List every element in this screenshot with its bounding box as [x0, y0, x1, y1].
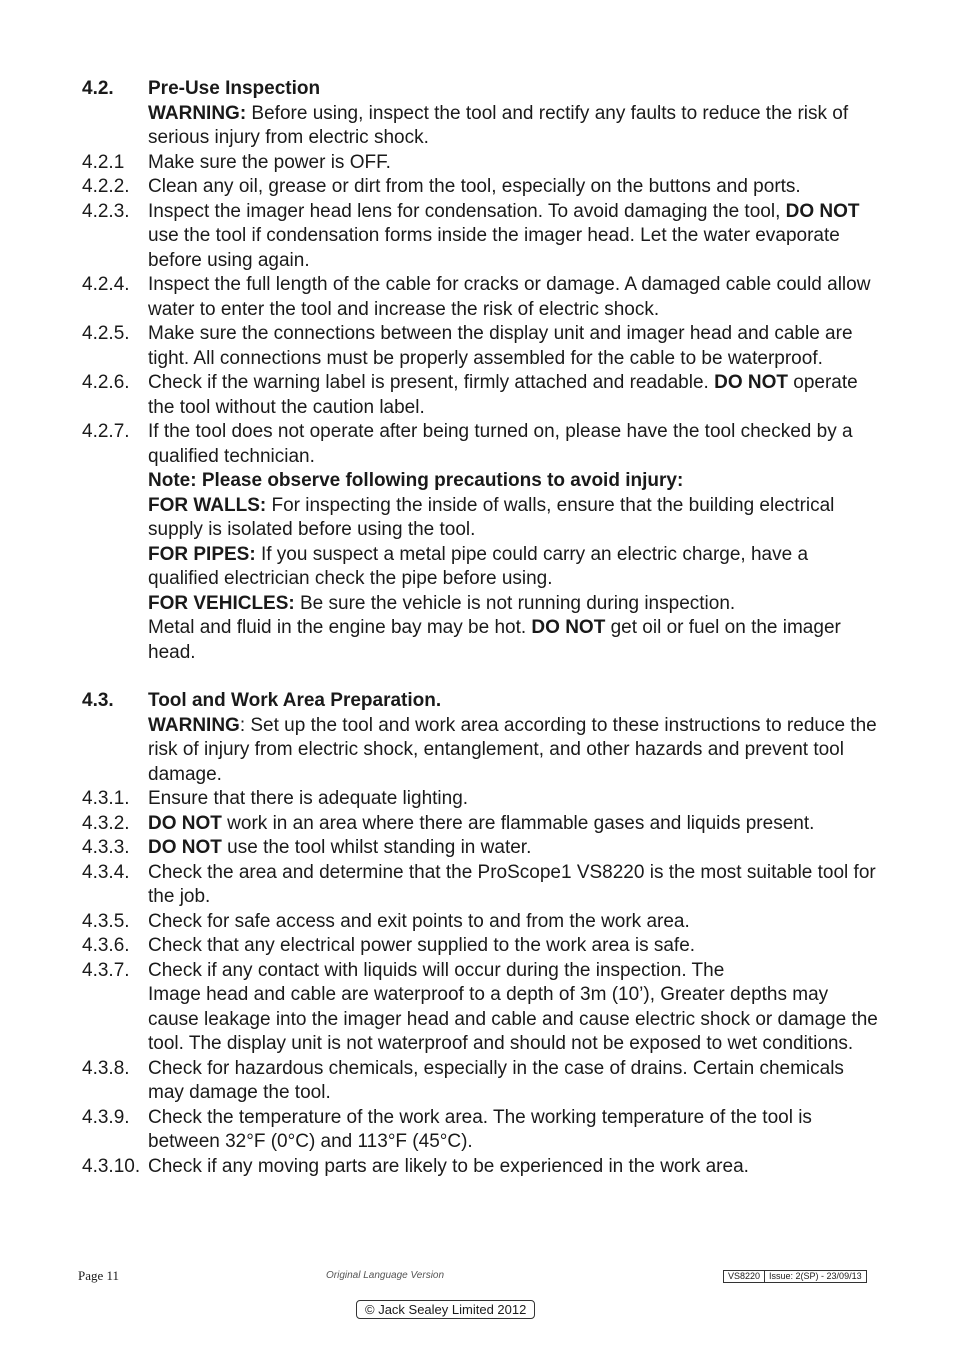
issue-box: [723, 1270, 867, 1283]
note: Note: Please observe following precautions to avoid injury:: [148, 470, 684, 491]
list-item: 4.3.3. DO NOT use the tool whilst standing in water.: [82, 837, 532, 858]
list-item: 4.3.4. Check the area and determine that the ProScope1 VS8220 is the most suitable tool for the job.: [82, 861, 876, 907]
page-number: Page 11: [78, 1268, 120, 1283]
spacer: [82, 665, 882, 689]
list-item: 4.2.2. Clean any oil, grease or dirt from the tool, especially on the buttons and ports.: [82, 176, 801, 197]
section-heading-4-3: 4.3. Tool and Work Area Preparation.: [82, 690, 442, 711]
list-item: 4.3.6. Check that any electrical power supplied to the work area is safe.: [82, 935, 696, 956]
list-item: 4.2.1 Make sure the power is OFF.: [82, 151, 391, 173]
model-number: VS8220: [728, 1271, 761, 1281]
section-heading-4-2: 4.2. Pre-Use Inspection: [82, 78, 321, 99]
precaution-engine-bay: Metal and fluid in the engine bay may be hot. DO NOT get oil or fuel on the imager head.: [148, 617, 841, 663]
list-item: 4.3.10. Check if any moving parts are likely to be experienced in the work area.: [82, 1155, 749, 1177]
list-item: 4.3.8. Check for hazardous chemicals, especially in the case of drains. Certain chemicals may damage the tool.: [82, 1057, 844, 1103]
list-item: 4.3.2. DO NOT work in an area where there are flammable gases and liquids present.: [82, 812, 815, 834]
list-item: 4.3.1. Ensure that there is adequate lighting.: [82, 788, 469, 809]
warning-4-2: WARNING: Before using, inspect the tool and rectify any faults to reduce the risk of serious injury from electric shock.: [148, 102, 849, 148]
list-item: 4.2.3. Inspect the imager head lens for condensation. To avoid damaging the tool, DO NOT use the tool if condensation forms inside the imager head. Let the water evaporate before using again.: [82, 200, 860, 271]
precaution-pipes: FOR PIPES: If you suspect a metal pipe could carry an electric charge, have a qualified electrician check the pipe before using.: [148, 543, 809, 589]
list-item: 4.2.4. Inspect the full length of the cable for cracks or damage. A damaged cable could allow water to enter the tool and increase the risk of electric shock.: [82, 274, 871, 320]
list-item: 4.2.7. If the tool does not operate after being turned on, please have the tool checked by a qualified technician.: [82, 421, 853, 467]
list-item: 4.3.7. Check if any contact with liquids will occur during the inspection. The Image head and cable are waterproof to a depth of 3m (10’), Greater depths may cause leakage into the imager head and cable and cause electric shock or damage the tool. The display unit is not waterproof and should not be exposed to wet conditions.: [82, 959, 878, 1054]
warning-4-3: WARNING: Set up the tool and work area according to these instructions to reduce the risk of injury from electric shock, entanglement, and other hazards and prevent tool damage.: [148, 714, 877, 785]
issue-date: Issue: 2(SP) - 23/09/13: [764, 1271, 866, 1282]
copyright-box: © Jack Sealey Limited 2012: [356, 1300, 535, 1319]
document-body: [82, 77, 882, 1179]
list-item: 4.3.9. Check the temperature of the work area. The working temperature of the tool is between 32°F (0°C) and 113°F (45°C).: [82, 1106, 812, 1152]
precaution-walls: FOR WALLS: For inspecting the inside of walls, ensure that the building electrical supply is isolated before using the tool.: [148, 494, 835, 540]
list-item: 4.3.5. Check for safe access and exit points to and from the work area.: [82, 910, 690, 932]
precaution-vehicles: FOR VEHICLES: Be sure the vehicle is not running during inspection.: [148, 592, 736, 614]
list-item: 4.2.6. Check if the warning label is present, firmly attached and readable. DO NOT operate the tool without the caution label.: [82, 372, 858, 418]
language-version: Original Language Version: [326, 1270, 445, 1281]
list-item: 4.2.5. Make sure the connections between the display unit and imager head and cable are tight. All connections must be properly assembled for the cable to be waterproof.: [82, 323, 853, 369]
